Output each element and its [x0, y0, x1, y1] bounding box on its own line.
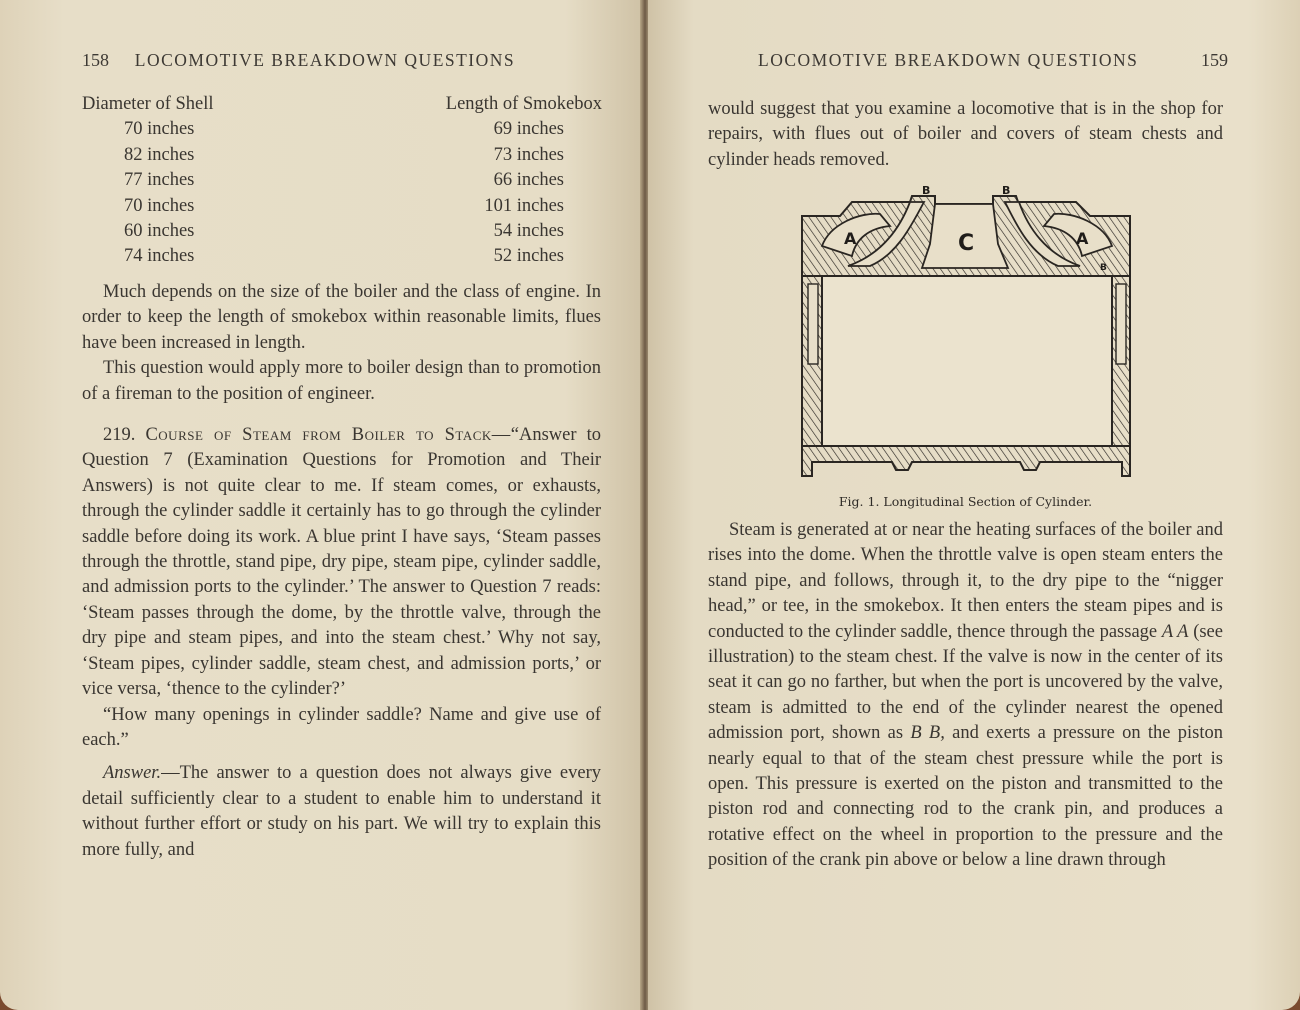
table-header-diameter: Diameter of Shell	[82, 94, 214, 114]
table-row	[82, 168, 602, 193]
paragraph: would suggest that you examine a locomotive that is in the shop for repairs, with flues out of boiler and covers of steam chests and cylinder heads removed.	[708, 99, 1223, 170]
diameter-cell: 74 inches	[124, 246, 195, 267]
cylinder-section-figure	[800, 184, 1136, 504]
table-header-length: Length of Smokebox	[445, 94, 602, 114]
figure-caption: Fig. 1. Longitudinal Section of Cylinder.	[838, 494, 1093, 509]
figure-label-b: B	[1100, 263, 1107, 273]
figure-label-b: B	[922, 184, 931, 197]
paragraph: “How many openings in cylinder saddle? Name and give use of each.”	[82, 704, 601, 750]
length-cell: 54 inches	[493, 221, 564, 242]
figure-label-c: C	[958, 231, 975, 256]
length-cell: 101 inches	[484, 195, 564, 216]
boiler-dimensions-table	[82, 92, 602, 270]
right-page-number: 159	[1201, 50, 1228, 70]
answer-label: Answer.	[103, 763, 162, 784]
question-title: Course of Steam from Boiler to Stack—	[145, 425, 511, 446]
table-row	[82, 194, 602, 219]
question-219	[82, 423, 601, 702]
right-page	[648, 0, 1300, 1010]
table-row	[82, 219, 602, 244]
paragraph	[708, 518, 1223, 874]
figure-label-a: A	[1076, 229, 1089, 248]
paragraph: This question would apply more to boiler design than to promotion of a fireman to the position of engineer.	[82, 358, 601, 404]
body-text-mid: (see illustration) to the steam chest. If the valve is now in the center of its seat it can go no farther, but when the port is uncovered by the valve, steam is admitted to the end of the cylinder nearest the opened admission port, shown as	[708, 621, 1223, 744]
length-cell: 69 inches	[493, 119, 564, 140]
body-text-end: and exerts a pressure on the piston nearly equal to that of the steam chest pressure while the port is open. This pressure is exerted on the piston and transmitted to the piston rod and connecting rod to the crank pin, and produces a rotative effect on the wheel in proportion to the pressure and the position of the crank pin above or below a line drawn through	[708, 723, 1223, 871]
length-cell: 73 inches	[493, 144, 564, 165]
table-row	[82, 143, 602, 168]
answer-text: —The answer to a question does not always give every detail sufficiently clear to a student to enable him to understand it without further effort or study on his part. We will try to explain this more fully, and	[82, 763, 601, 860]
table-row	[82, 244, 602, 269]
answer-paragraph	[82, 761, 601, 863]
right-body-text	[708, 518, 1223, 874]
port-label: B B,	[910, 723, 945, 744]
question-number: 219.	[103, 425, 136, 446]
paragraph: Much depends on the size of the boiler and the class of engine. In order to keep the length of smokebox within reasonable limits, flues have been increased in length.	[82, 282, 601, 353]
left-body-text	[82, 280, 601, 863]
diameter-cell: 82 inches	[124, 144, 195, 165]
left-page-header	[82, 50, 515, 71]
left-page-number: 158	[82, 50, 109, 70]
body-text-start: Steam is generated at or near the heating surfaces of the boiler and rises into the dome. When the throttle valve is open steam enters the stand pipe, and follows, through it, to the dry pipe to the “nigger head,” or tee, in the smokebox. It then enters the steam pipes and is conducted to the cylinder saddle, thence through the passage	[708, 520, 1223, 642]
table-row	[82, 117, 602, 142]
right-running-head: LOCOMOTIVE BREAKDOWN QUESTIONS	[758, 50, 1139, 70]
passage-label: A A	[1161, 621, 1189, 642]
right-page-header	[758, 50, 1228, 71]
figure-label-b: B	[1002, 184, 1011, 197]
length-cell: 66 inches	[493, 170, 564, 191]
diameter-cell: 77 inches	[124, 170, 195, 191]
diameter-cell: 70 inches	[124, 119, 195, 140]
table-header-row	[82, 92, 602, 117]
length-cell: 52 inches	[493, 246, 564, 267]
figure-label-a: A	[844, 229, 857, 248]
diameter-cell: 60 inches	[124, 221, 195, 242]
cylinder-bore	[822, 276, 1112, 446]
right-intro-text	[708, 97, 1223, 173]
question-body: “Answer to Question 7 (Examination Questions for Promotion and Their Answers) is not quite clear to me. If steam comes, or exhausts, through the cylinder saddle it certainly has to go through the cylinder saddle before doing its work. A blue print I have says, ‘Steam passes through the throttle, stand pipe, dry pipe, steam pipe, cylinder saddle, and admission ports to the cylinder.’ The answer to Question 7 reads: ‘Steam passes through the dome, by the throttle valve, through the dry pipe and steam pipes, and into the steam chest.’ Why not say, ‘Steam pipes, cylinder saddle, steam chest, and admission ports,’ or vice versa, ‘thence to the cylinder?’	[82, 425, 601, 700]
left-running-head: LOCOMOTIVE BREAKDOWN QUESTIONS	[134, 50, 516, 70]
diameter-cell: 70 inches	[124, 195, 195, 216]
left-page	[0, 0, 642, 1010]
